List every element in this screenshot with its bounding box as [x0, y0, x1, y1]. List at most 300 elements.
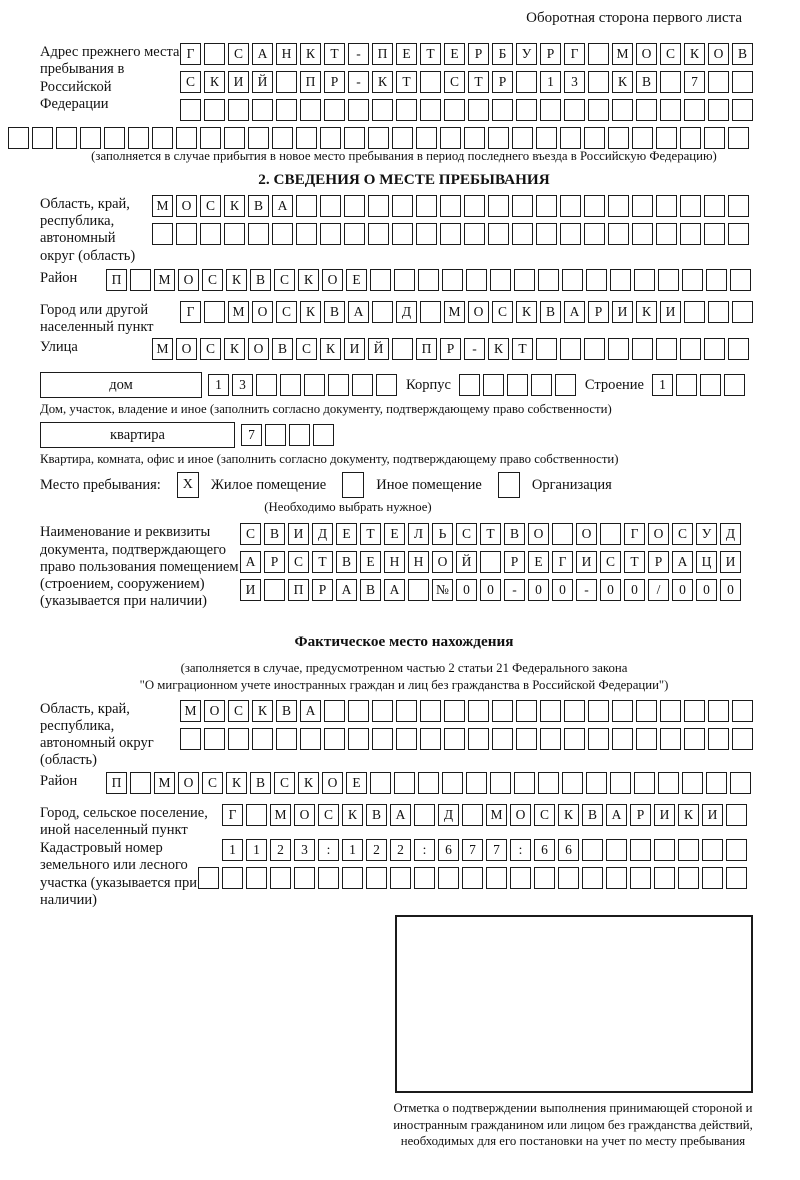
grid-cell[interactable] [248, 127, 269, 149]
grid-cell[interactable] [630, 867, 651, 889]
grid-cell[interactable]: 3 [232, 374, 253, 396]
grid-cell[interactable] [708, 301, 729, 323]
grid-cell[interactable] [588, 728, 609, 750]
grid-cell[interactable]: Р [504, 551, 525, 573]
grid-cell[interactable] [656, 223, 677, 245]
grid-cell[interactable] [296, 223, 317, 245]
grid-cell[interactable]: Р [440, 338, 461, 360]
grid-cell[interactable]: Д [438, 804, 459, 826]
grid-cell[interactable]: Й [456, 551, 477, 573]
grid-cell[interactable]: Т [468, 71, 489, 93]
grid-cell[interactable]: С [534, 804, 555, 826]
grid-cell[interactable]: О [432, 551, 453, 573]
grid-cell[interactable]: 0 [528, 579, 549, 601]
grid-cell[interactable] [507, 374, 528, 396]
grid-cell[interactable] [459, 374, 480, 396]
grid-cell[interactable] [276, 71, 297, 93]
grid-cell[interactable] [366, 867, 387, 889]
grid-cell[interactable] [610, 269, 631, 291]
grid-cell[interactable]: К [612, 71, 633, 93]
grid-cell[interactable]: К [252, 700, 273, 722]
grid-cell[interactable] [200, 127, 221, 149]
grid-cell[interactable] [654, 867, 675, 889]
grid-cell[interactable] [658, 772, 679, 794]
grid-cell[interactable] [280, 374, 301, 396]
grid-cell[interactable] [320, 195, 341, 217]
grid-cell[interactable] [588, 99, 609, 121]
grid-cell[interactable]: Н [408, 551, 429, 573]
grid-cell[interactable]: Е [528, 551, 549, 573]
grid-cell[interactable] [442, 772, 463, 794]
grid-cell[interactable] [724, 374, 745, 396]
grid-cell[interactable] [678, 839, 699, 861]
grid-cell[interactable] [704, 223, 725, 245]
grid-cell[interactable] [562, 772, 583, 794]
grid-cell[interactable] [632, 223, 653, 245]
grid-cell[interactable]: М [152, 195, 173, 217]
grid-cell[interactable] [204, 43, 225, 65]
grid-cell[interactable] [394, 269, 415, 291]
grid-cell[interactable]: 1 [208, 374, 229, 396]
grid-cell[interactable] [514, 269, 535, 291]
grid-cell[interactable]: 7 [241, 424, 262, 446]
grid-cell[interactable]: А [672, 551, 693, 573]
grid-cell[interactable]: С [200, 195, 221, 217]
grid-cell[interactable] [414, 804, 435, 826]
grid-cell[interactable]: 2 [366, 839, 387, 861]
grid-cell[interactable] [130, 269, 151, 291]
grid-cell[interactable]: Е [346, 269, 367, 291]
grid-cell[interactable] [684, 99, 705, 121]
grid-cell[interactable] [656, 338, 677, 360]
grid-cell[interactable] [32, 127, 53, 149]
grid-cell[interactable] [678, 867, 699, 889]
grid-cell[interactable] [632, 195, 653, 217]
grid-cell[interactable] [420, 71, 441, 93]
grid-cell[interactable] [702, 867, 723, 889]
grid-cell[interactable]: О [204, 700, 225, 722]
grid-cell[interactable]: 1 [652, 374, 673, 396]
grid-cell[interactable]: Т [396, 71, 417, 93]
grid-cell[interactable] [462, 867, 483, 889]
grid-cell[interactable]: М [154, 772, 175, 794]
grid-cell[interactable]: Е [360, 551, 381, 573]
grid-cell[interactable] [200, 223, 221, 245]
grid-cell[interactable]: У [516, 43, 537, 65]
grid-cell[interactable]: Б [492, 43, 513, 65]
grid-cell[interactable] [732, 700, 753, 722]
grid-cell[interactable]: П [106, 269, 127, 291]
grid-cell[interactable] [660, 71, 681, 93]
grid-cell[interactable] [656, 127, 677, 149]
grid-cell[interactable]: 0 [696, 579, 717, 601]
grid-cell[interactable] [152, 127, 173, 149]
grid-cell[interactable]: К [636, 301, 657, 323]
grid-cell[interactable] [584, 127, 605, 149]
grid-cell[interactable] [224, 223, 245, 245]
grid-cell[interactable] [328, 374, 349, 396]
grid-cell[interactable] [588, 71, 609, 93]
grid-cell[interactable] [516, 728, 537, 750]
grid-cell[interactable] [272, 127, 293, 149]
grid-cell[interactable] [630, 839, 651, 861]
grid-cell[interactable] [706, 269, 727, 291]
grid-cell[interactable] [728, 223, 749, 245]
grid-cell[interactable] [392, 127, 413, 149]
grid-cell[interactable]: В [250, 772, 271, 794]
grid-cell[interactable] [680, 127, 701, 149]
grid-cell[interactable] [324, 99, 345, 121]
grid-cell[interactable] [704, 127, 725, 149]
grid-cell[interactable] [608, 195, 629, 217]
grid-cell[interactable]: А [384, 579, 405, 601]
grid-cell[interactable] [608, 223, 629, 245]
grid-cell[interactable] [264, 579, 285, 601]
grid-cell[interactable]: Л [408, 523, 429, 545]
grid-cell[interactable]: Г [624, 523, 645, 545]
grid-cell[interactable] [708, 700, 729, 722]
grid-cell[interactable] [536, 127, 557, 149]
grid-cell[interactable]: 3 [294, 839, 315, 861]
grid-cell[interactable] [584, 223, 605, 245]
grid-cell[interactable]: П [372, 43, 393, 65]
grid-cell[interactable]: В [360, 579, 381, 601]
grid-cell[interactable]: К [516, 301, 537, 323]
grid-cell[interactable] [658, 269, 679, 291]
grid-cell[interactable] [464, 195, 485, 217]
grid-cell[interactable] [512, 223, 533, 245]
grid-cell[interactable] [318, 867, 339, 889]
residential-checkbox[interactable]: X [177, 472, 199, 498]
grid-cell[interactable] [392, 195, 413, 217]
grid-cell[interactable] [728, 338, 749, 360]
grid-cell[interactable] [492, 700, 513, 722]
grid-cell[interactable] [490, 269, 511, 291]
grid-cell[interactable] [344, 127, 365, 149]
grid-cell[interactable]: К [224, 338, 245, 360]
grid-cell[interactable] [726, 867, 747, 889]
grid-cell[interactable] [414, 867, 435, 889]
grid-cell[interactable] [376, 374, 397, 396]
grid-cell[interactable] [582, 867, 603, 889]
grid-cell[interactable] [702, 839, 723, 861]
grid-cell[interactable] [224, 127, 245, 149]
grid-cell[interactable]: № [432, 579, 453, 601]
grid-cell[interactable] [294, 867, 315, 889]
grid-cell[interactable]: К [226, 269, 247, 291]
grid-cell[interactable]: 7 [684, 71, 705, 93]
grid-cell[interactable]: И [240, 579, 261, 601]
grid-cell[interactable] [420, 99, 441, 121]
grid-cell[interactable]: С [296, 338, 317, 360]
grid-cell[interactable]: С [202, 772, 223, 794]
grid-cell[interactable]: В [324, 301, 345, 323]
grid-cell[interactable] [726, 804, 747, 826]
grid-cell[interactable] [536, 223, 557, 245]
grid-cell[interactable] [480, 551, 501, 573]
grid-cell[interactable] [313, 424, 334, 446]
grid-cell[interactable]: О [176, 195, 197, 217]
grid-cell[interactable]: К [488, 338, 509, 360]
grid-cell[interactable] [584, 195, 605, 217]
grid-cell[interactable]: С [180, 71, 201, 93]
grid-cell[interactable]: В [732, 43, 753, 65]
grid-cell[interactable]: С [492, 301, 513, 323]
grid-cell[interactable]: В [272, 338, 293, 360]
grid-cell[interactable]: Е [396, 43, 417, 65]
grid-cell[interactable]: П [416, 338, 437, 360]
grid-cell[interactable] [555, 374, 576, 396]
grid-cell[interactable]: : [318, 839, 339, 861]
grid-cell[interactable]: Г [222, 804, 243, 826]
grid-cell[interactable] [584, 338, 605, 360]
grid-cell[interactable] [483, 374, 504, 396]
grid-cell[interactable]: А [390, 804, 411, 826]
grid-cell[interactable] [610, 772, 631, 794]
grid-cell[interactable] [586, 772, 607, 794]
grid-cell[interactable] [152, 223, 173, 245]
grid-cell[interactable]: Е [346, 772, 367, 794]
grid-cell[interactable] [416, 195, 437, 217]
grid-cell[interactable]: О [708, 43, 729, 65]
grid-cell[interactable] [636, 700, 657, 722]
grid-cell[interactable]: А [300, 700, 321, 722]
grid-cell[interactable] [372, 301, 393, 323]
grid-cell[interactable]: 0 [720, 579, 741, 601]
grid-cell[interactable]: Н [384, 551, 405, 573]
grid-cell[interactable] [372, 728, 393, 750]
grid-cell[interactable]: С [600, 551, 621, 573]
grid-cell[interactable]: М [486, 804, 507, 826]
grid-cell[interactable] [370, 269, 391, 291]
grid-cell[interactable]: Т [624, 551, 645, 573]
grid-cell[interactable] [704, 338, 725, 360]
grid-cell[interactable]: 7 [486, 839, 507, 861]
grid-cell[interactable]: С [200, 338, 221, 360]
grid-cell[interactable] [416, 127, 437, 149]
grid-cell[interactable]: О [178, 269, 199, 291]
grid-cell[interactable] [538, 269, 559, 291]
grid-cell[interactable] [538, 772, 559, 794]
grid-cell[interactable] [228, 99, 249, 121]
grid-cell[interactable]: Р [492, 71, 513, 93]
grid-cell[interactable] [558, 867, 579, 889]
grid-cell[interactable] [728, 127, 749, 149]
grid-cell[interactable]: У [696, 523, 717, 545]
grid-cell[interactable]: С [456, 523, 477, 545]
grid-cell[interactable] [462, 804, 483, 826]
grid-cell[interactable]: О [468, 301, 489, 323]
grid-cell[interactable] [204, 728, 225, 750]
grid-cell[interactable]: 0 [480, 579, 501, 601]
grid-cell[interactable] [682, 772, 703, 794]
grid-cell[interactable] [80, 127, 101, 149]
grid-cell[interactable] [680, 223, 701, 245]
grid-cell[interactable] [510, 867, 531, 889]
grid-cell[interactable] [516, 99, 537, 121]
grid-cell[interactable]: Ь [432, 523, 453, 545]
grid-cell[interactable] [396, 728, 417, 750]
grid-cell[interactable]: М [270, 804, 291, 826]
grid-cell[interactable] [320, 223, 341, 245]
grid-cell[interactable] [104, 127, 125, 149]
grid-cell[interactable] [394, 772, 415, 794]
grid-cell[interactable]: И [576, 551, 597, 573]
grid-cell[interactable]: Д [312, 523, 333, 545]
grid-cell[interactable] [348, 700, 369, 722]
grid-cell[interactable] [222, 867, 243, 889]
grid-cell[interactable]: К [372, 71, 393, 93]
grid-cell[interactable] [324, 700, 345, 722]
grid-cell[interactable] [536, 195, 557, 217]
grid-cell[interactable] [324, 728, 345, 750]
grid-cell[interactable] [390, 867, 411, 889]
grid-cell[interactable]: Р [540, 43, 561, 65]
grid-cell[interactable]: В [336, 551, 357, 573]
grid-cell[interactable]: Е [444, 43, 465, 65]
grid-cell[interactable]: С [228, 700, 249, 722]
grid-cell[interactable]: 1 [342, 839, 363, 861]
grid-cell[interactable] [466, 772, 487, 794]
grid-cell[interactable]: К [320, 338, 341, 360]
grid-cell[interactable]: П [300, 71, 321, 93]
grid-cell[interactable]: 1 [222, 839, 243, 861]
grid-cell[interactable]: О [322, 772, 343, 794]
grid-cell[interactable] [492, 99, 513, 121]
grid-cell[interactable] [300, 728, 321, 750]
grid-cell[interactable] [296, 195, 317, 217]
grid-cell[interactable] [660, 700, 681, 722]
grid-cell[interactable]: И [702, 804, 723, 826]
grid-cell[interactable] [726, 839, 747, 861]
grid-cell[interactable]: К [342, 804, 363, 826]
grid-cell[interactable] [632, 338, 653, 360]
grid-cell[interactable]: Г [552, 551, 573, 573]
grid-cell[interactable]: - [576, 579, 597, 601]
grid-cell[interactable]: М [612, 43, 633, 65]
grid-cell[interactable]: Д [396, 301, 417, 323]
grid-cell[interactable]: 3 [564, 71, 585, 93]
grid-cell[interactable] [180, 99, 201, 121]
grid-cell[interactable] [180, 728, 201, 750]
grid-cell[interactable] [700, 374, 721, 396]
grid-cell[interactable] [684, 728, 705, 750]
grid-cell[interactable]: С [274, 772, 295, 794]
grid-cell[interactable]: И [228, 71, 249, 93]
grid-cell[interactable] [531, 374, 552, 396]
grid-cell[interactable] [265, 424, 286, 446]
grid-cell[interactable] [516, 700, 537, 722]
grid-cell[interactable] [562, 269, 583, 291]
grid-cell[interactable]: И [660, 301, 681, 323]
grid-cell[interactable] [512, 127, 533, 149]
grid-cell[interactable]: 0 [600, 579, 621, 601]
grid-cell[interactable] [438, 867, 459, 889]
grid-cell[interactable] [248, 223, 269, 245]
grid-cell[interactable]: И [720, 551, 741, 573]
grid-cell[interactable] [488, 195, 509, 217]
grid-cell[interactable]: 2 [390, 839, 411, 861]
grid-cell[interactable] [344, 195, 365, 217]
grid-cell[interactable] [608, 127, 629, 149]
grid-cell[interactable] [684, 700, 705, 722]
grid-cell[interactable]: С [660, 43, 681, 65]
grid-cell[interactable]: В [248, 195, 269, 217]
grid-cell[interactable] [246, 804, 267, 826]
grid-cell[interactable] [368, 223, 389, 245]
grid-cell[interactable]: О [648, 523, 669, 545]
grid-cell[interactable] [256, 374, 277, 396]
grid-cell[interactable]: П [106, 772, 127, 794]
grid-cell[interactable] [468, 728, 489, 750]
grid-cell[interactable] [606, 867, 627, 889]
grid-cell[interactable]: Г [180, 301, 201, 323]
grid-cell[interactable] [246, 867, 267, 889]
grid-cell[interactable]: М [228, 301, 249, 323]
grid-cell[interactable]: 6 [558, 839, 579, 861]
grid-cell[interactable] [418, 269, 439, 291]
grid-cell[interactable] [680, 195, 701, 217]
grid-cell[interactable]: И [654, 804, 675, 826]
grid-cell[interactable] [704, 195, 725, 217]
grid-cell[interactable]: Й [368, 338, 389, 360]
grid-cell[interactable]: К [224, 195, 245, 217]
grid-cell[interactable] [552, 523, 573, 545]
grid-cell[interactable] [252, 728, 273, 750]
grid-cell[interactable]: В [504, 523, 525, 545]
grid-cell[interactable]: В [582, 804, 603, 826]
grid-cell[interactable] [408, 579, 429, 601]
grid-cell[interactable] [198, 867, 219, 889]
grid-cell[interactable]: Т [420, 43, 441, 65]
grid-cell[interactable] [560, 338, 581, 360]
grid-cell[interactable]: М [180, 700, 201, 722]
grid-cell[interactable] [464, 223, 485, 245]
grid-cell[interactable]: Т [480, 523, 501, 545]
grid-cell[interactable] [440, 223, 461, 245]
grid-cell[interactable]: С [202, 269, 223, 291]
grid-cell[interactable]: В [540, 301, 561, 323]
grid-cell[interactable] [348, 99, 369, 121]
grid-cell[interactable] [516, 71, 537, 93]
grid-cell[interactable] [444, 728, 465, 750]
grid-cell[interactable] [252, 99, 273, 121]
grid-cell[interactable]: В [250, 269, 271, 291]
grid-cell[interactable]: : [510, 839, 531, 861]
grid-cell[interactable] [296, 127, 317, 149]
grid-cell[interactable] [612, 728, 633, 750]
grid-cell[interactable] [344, 223, 365, 245]
grid-cell[interactable]: С [444, 71, 465, 93]
grid-cell[interactable]: 6 [534, 839, 555, 861]
grid-cell[interactable]: О [528, 523, 549, 545]
grid-cell[interactable]: С [228, 43, 249, 65]
grid-cell[interactable]: К [684, 43, 705, 65]
grid-cell[interactable] [396, 700, 417, 722]
grid-cell[interactable] [420, 301, 441, 323]
grid-cell[interactable] [560, 195, 581, 217]
grid-cell[interactable] [396, 99, 417, 121]
grid-cell[interactable]: 7 [462, 839, 483, 861]
grid-cell[interactable] [684, 301, 705, 323]
grid-cell[interactable] [368, 195, 389, 217]
grid-cell[interactable] [272, 223, 293, 245]
grid-cell[interactable]: С [276, 301, 297, 323]
grid-cell[interactable]: П [288, 579, 309, 601]
grid-cell[interactable] [204, 99, 225, 121]
grid-cell[interactable] [444, 99, 465, 121]
grid-cell[interactable]: С [672, 523, 693, 545]
